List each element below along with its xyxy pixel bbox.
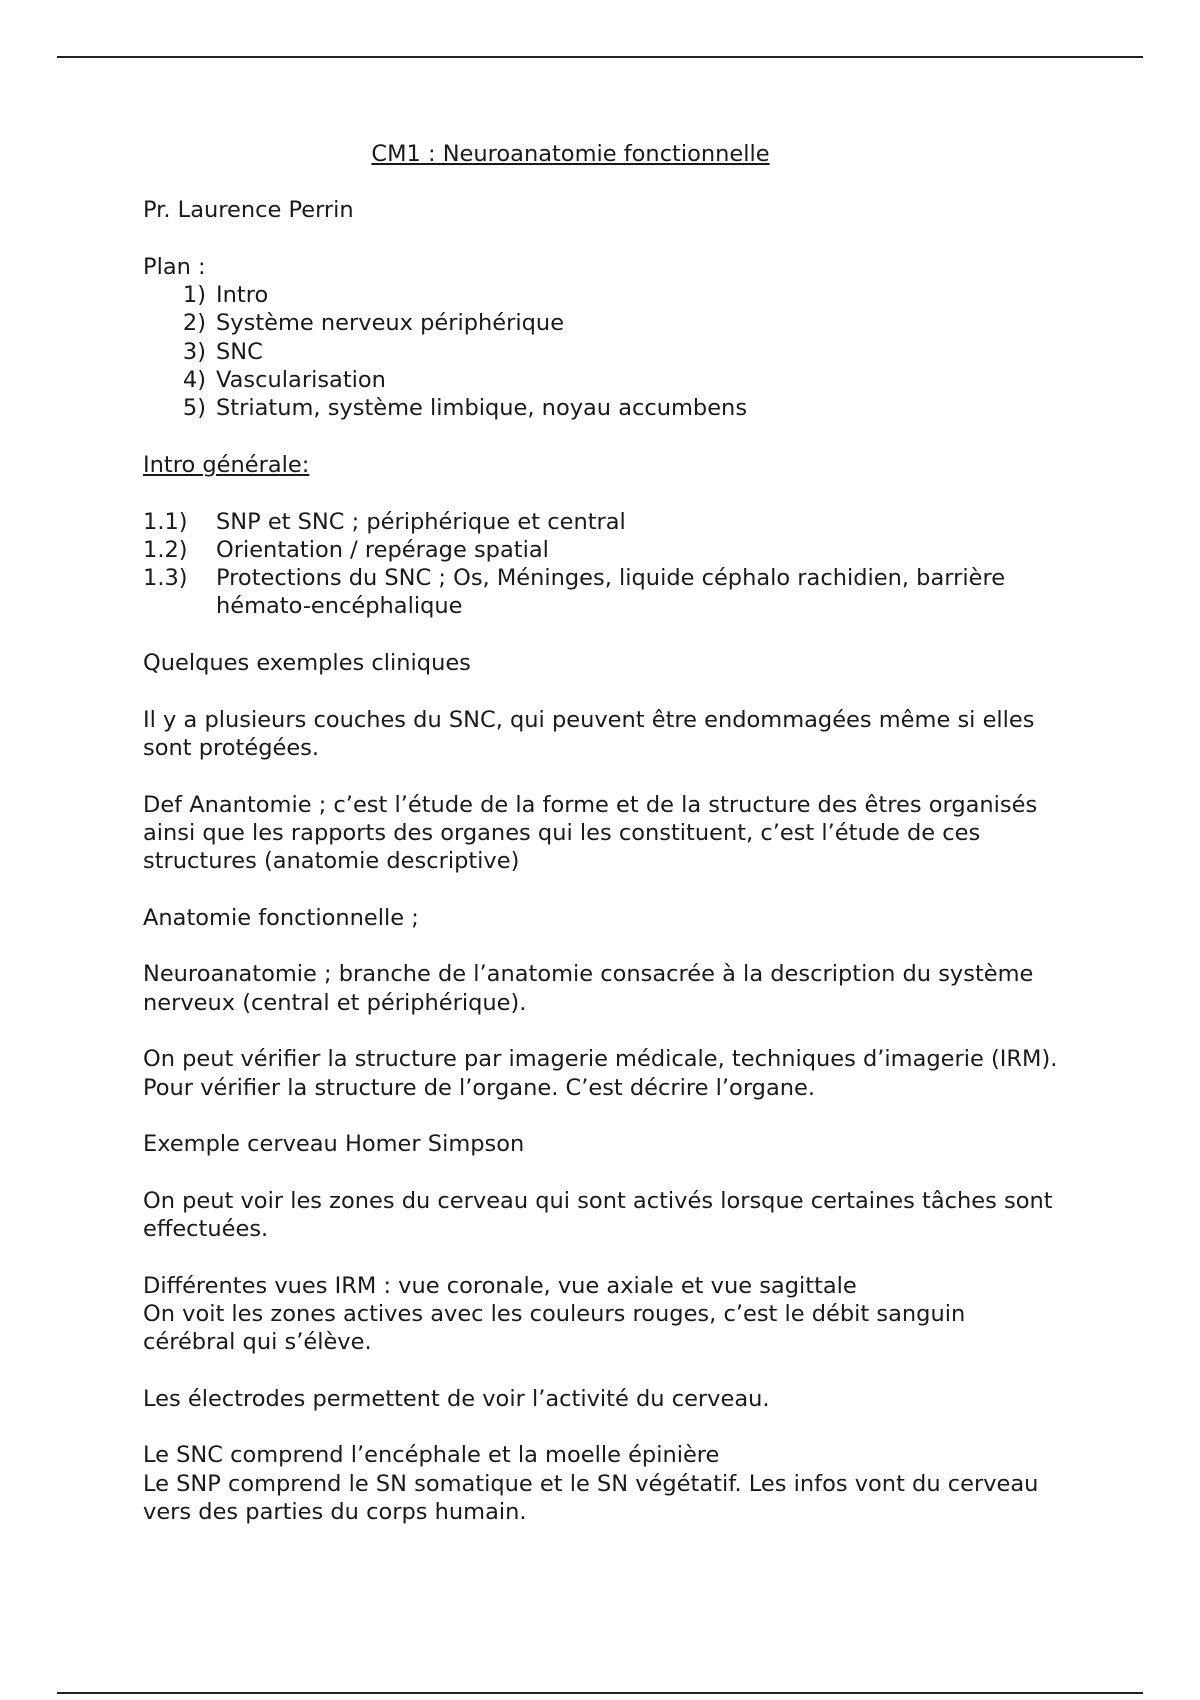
snc-line: Le SNC comprend l’encéphale et la moelle épinière [143, 1442, 720, 1469]
intro-item: 1.3) Protections du SNC ; Os, Méninges, liquide céphalo rachidien, barrière hémato-encéphalique [143, 565, 1006, 620]
irm-line-1: Différentes vues IRM : vue coronale, vue axiale et vue sagittale [143, 1272, 857, 1299]
snc-snp-paragraph [143, 1441, 1063, 1526]
top-rule [57, 56, 1143, 58]
intro-list [143, 508, 1063, 621]
plan-item: 2) Système nerveux périphérique [182, 310, 565, 337]
bottom-rule [57, 1692, 1143, 1694]
electrodes-paragraph: Les électrodes permettent de voir l’activité du cerveau. [143, 1385, 770, 1412]
snp-line: Le SNP comprend le SN somatique et le SN végétatif. Les infos vont du cerveau vers des parties du corps humain. [143, 1470, 1039, 1525]
paragraph: Def Anantomie ; c’est l’étude de la forme et de la structure des êtres organisés ainsi que les rapports des organes qui les constituent, c’est l’étude de ces structures (anatomie descriptive) [143, 791, 1038, 875]
paragraph: Il y a plusieurs couches du SNC, qui peuvent être endommagées même si elles sont protégées. [143, 706, 1035, 761]
author-line: Pr. Laurence Perrin [143, 197, 354, 224]
plan-item: 1) Intro [182, 282, 269, 309]
plan-item: 5) Striatum, système limbique, noyau accumbens [182, 395, 748, 422]
plan-item: 3) SNC [182, 338, 263, 365]
intro-item: 1.1) SNP et SNC ; périphérique et central [143, 508, 626, 535]
intro-heading: Intro générale: [143, 451, 310, 478]
paragraph: On peut voir les zones du cerveau qui sont activés lorsque certaines tâches sont effectuées. [143, 1187, 1053, 1242]
irm-line-2: On voit les zones actives avec les couleurs rouges, c’est le débit sanguin cérébral qui s’élève. [143, 1300, 966, 1356]
paragraph: Neuroanatomie ; branche de l’anatomie consacrée à la description du système nerveux (central et périphérique). [143, 961, 1034, 1016]
document-body [143, 140, 1063, 1555]
intro-item: 1.2) Orientation / repérage spatial [143, 536, 549, 563]
plan-item: 4) Vascularisation [182, 367, 386, 394]
paragraph: Anatomie fonctionnelle ; [143, 904, 419, 931]
paragraph: Quelques exemples cliniques [143, 650, 471, 677]
paragraph: On peut vérifier la structure par imagerie médicale, techniques d’imagerie (IRM). Pour vérifier la structure de l’organe. C’est décrire l’organe. [143, 1046, 1058, 1101]
plan-label: Plan : [143, 253, 206, 280]
plan-list [143, 281, 1063, 422]
paragraph: Exemple cerveau Homer Simpson [143, 1131, 525, 1158]
document-title: CM1 : Neuroanatomie fonctionnelle [371, 141, 770, 167]
irm-paragraph [143, 1272, 1063, 1357]
